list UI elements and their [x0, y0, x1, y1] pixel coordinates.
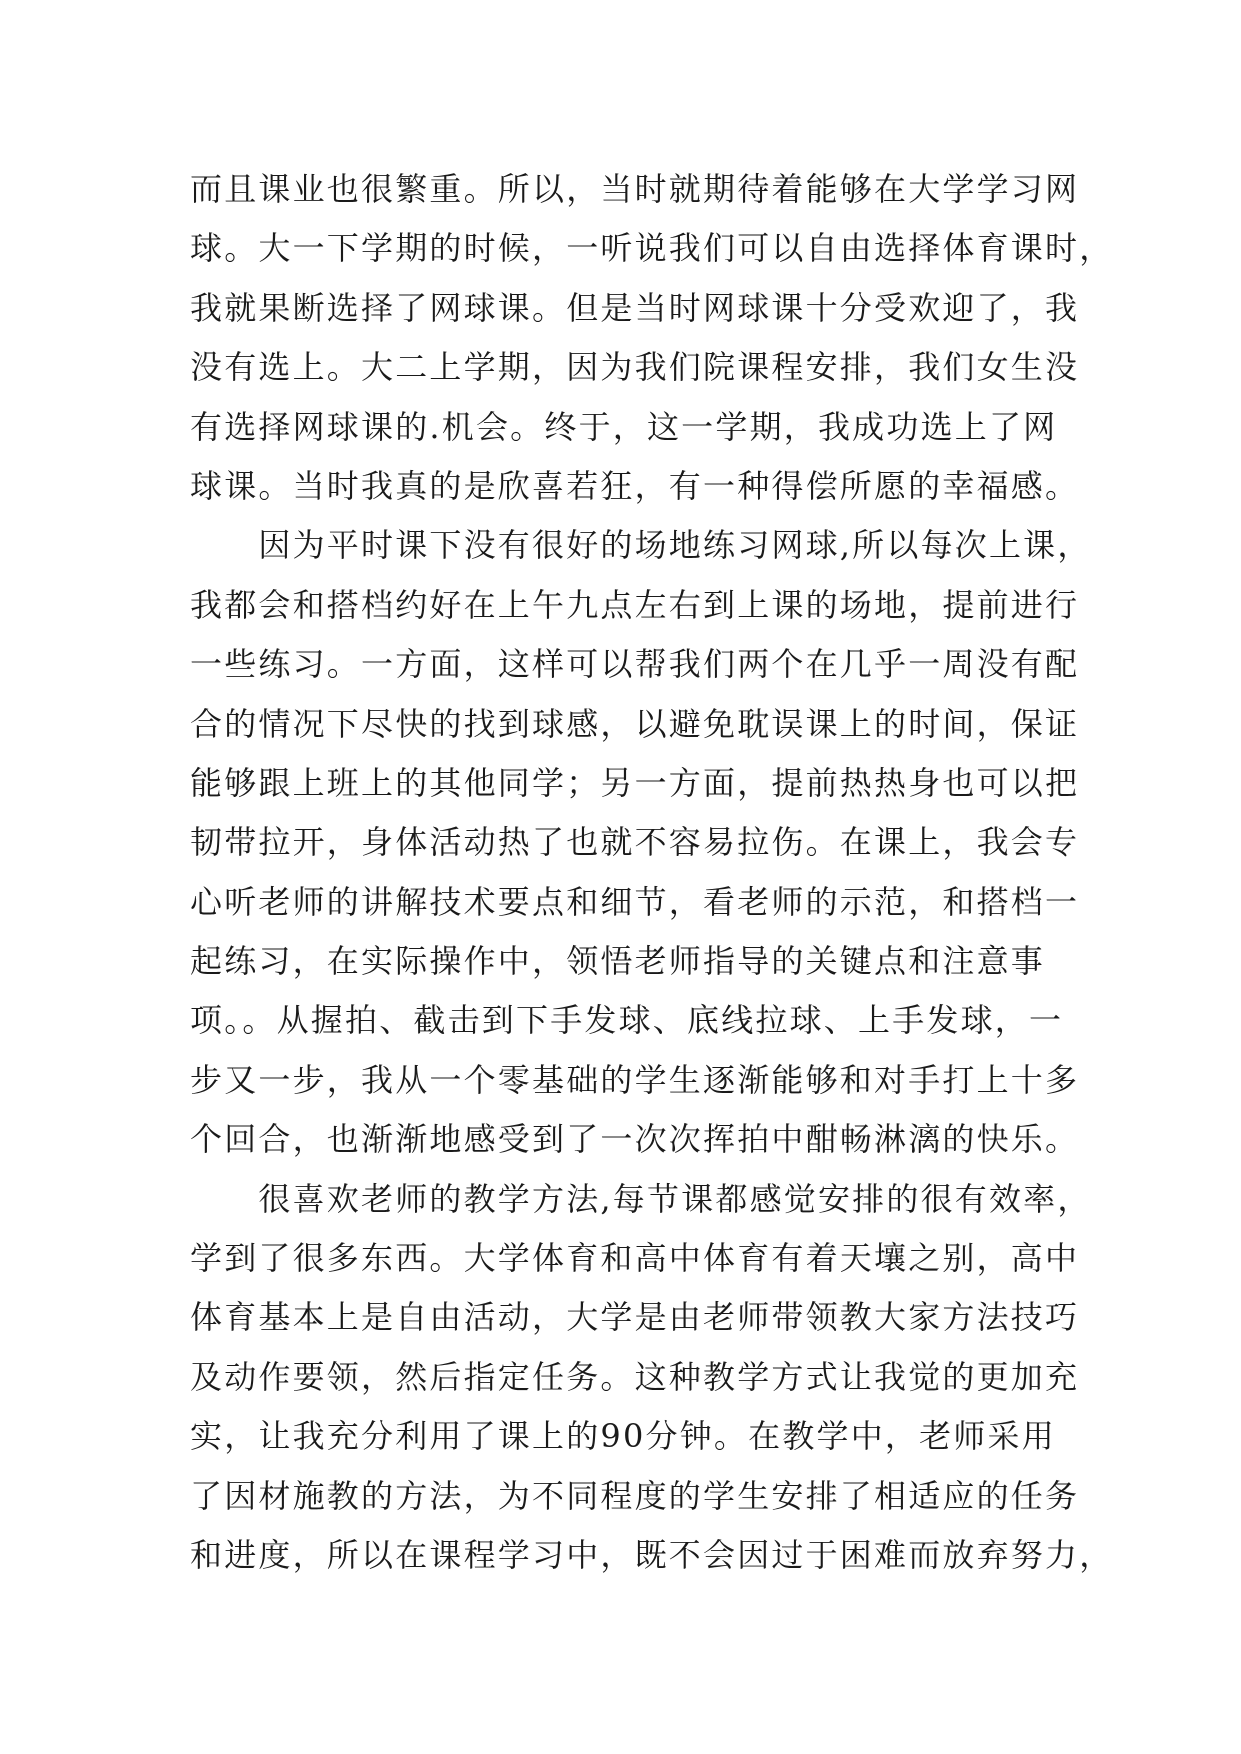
text-line: 步又一步，我从一个零基础的学生逐渐能够和对手打上十多 [190, 1060, 1080, 1099]
text-line: 体育基本上是自由活动，大学是由老师带领教大家方法技巧 [190, 1298, 1080, 1337]
text-line: 起练习，在实际操作中，领悟老师指导的关键点和注意事 [190, 942, 1046, 981]
text-line: 心听老师的讲解技术要点和细节，看老师的示范，和搭档一 [190, 882, 1080, 921]
text-line: 学到了很多东西。大学体育和高中体育有着天壤之别，高中 [190, 1239, 1080, 1278]
text-line: 我就果断选择了网球课。但是当时网球课十分受欢迎了，我 [190, 288, 1080, 327]
text-line: 有选择网球课的.机会。终于，这一学期，我成功选上了网 [190, 407, 1058, 446]
text-line: 和进度，所以在课程学习中，既不会因过于困难而放弃努力， [190, 1535, 1114, 1574]
text-line: 能够跟上班上的其他同学；另一方面，提前热热身也可以把 [190, 763, 1080, 802]
text-line: 合的情况下尽快的找到球感，以避免耽误课上的时间，保证 [190, 704, 1080, 743]
text-line: 一些练习。一方面，这样可以帮我们两个在几乎一周没有配 [190, 645, 1080, 684]
text-line: 个回合，也渐渐地感受到了一次次挥拍中酣畅淋漓的快乐。 [190, 1120, 1080, 1159]
text-line: 没有选上。大二上学期，因为我们院课程安排，我们女生没 [190, 348, 1080, 387]
text-line: 球。大一下学期的时候，一听说我们可以自由选择体育课时， [190, 229, 1114, 268]
text-line: 及动作要领，然后指定任务。这种教学方式让我觉的更加充 [190, 1357, 1080, 1396]
text-line: 我都会和搭档约好在上午九点左右到上课的场地，提前进行 [190, 585, 1080, 624]
text-line: 实，让我充分利用了课上的90分钟。在教学中，老师采用 [190, 1417, 1056, 1456]
text-line: 因为平时课下没有很好的场地练习网球,所以每次上课， [190, 526, 1092, 565]
text-line: 而且课业也很繁重。所以，当时就期待着能够在大学学习网 [190, 170, 1080, 208]
body-text [190, 160, 1114, 1585]
text-line: 球课。当时我真的是欣喜若狂，有一种得偿所愿的幸福感。 [190, 466, 1080, 505]
text-line: 韧带拉开，身体活动热了也就不容易拉伤。在课上，我会专 [190, 823, 1080, 862]
text-line: 项。。从握拍、截击到下手发球、底线拉球、上手发球，一 [190, 1001, 1064, 1040]
text-line: 很喜欢老师的教学方法,每节课都感觉安排的很有效率， [190, 1179, 1092, 1218]
text-line: 了因材施教的方法，为不同程度的学生安排了相适应的任务 [190, 1476, 1080, 1515]
